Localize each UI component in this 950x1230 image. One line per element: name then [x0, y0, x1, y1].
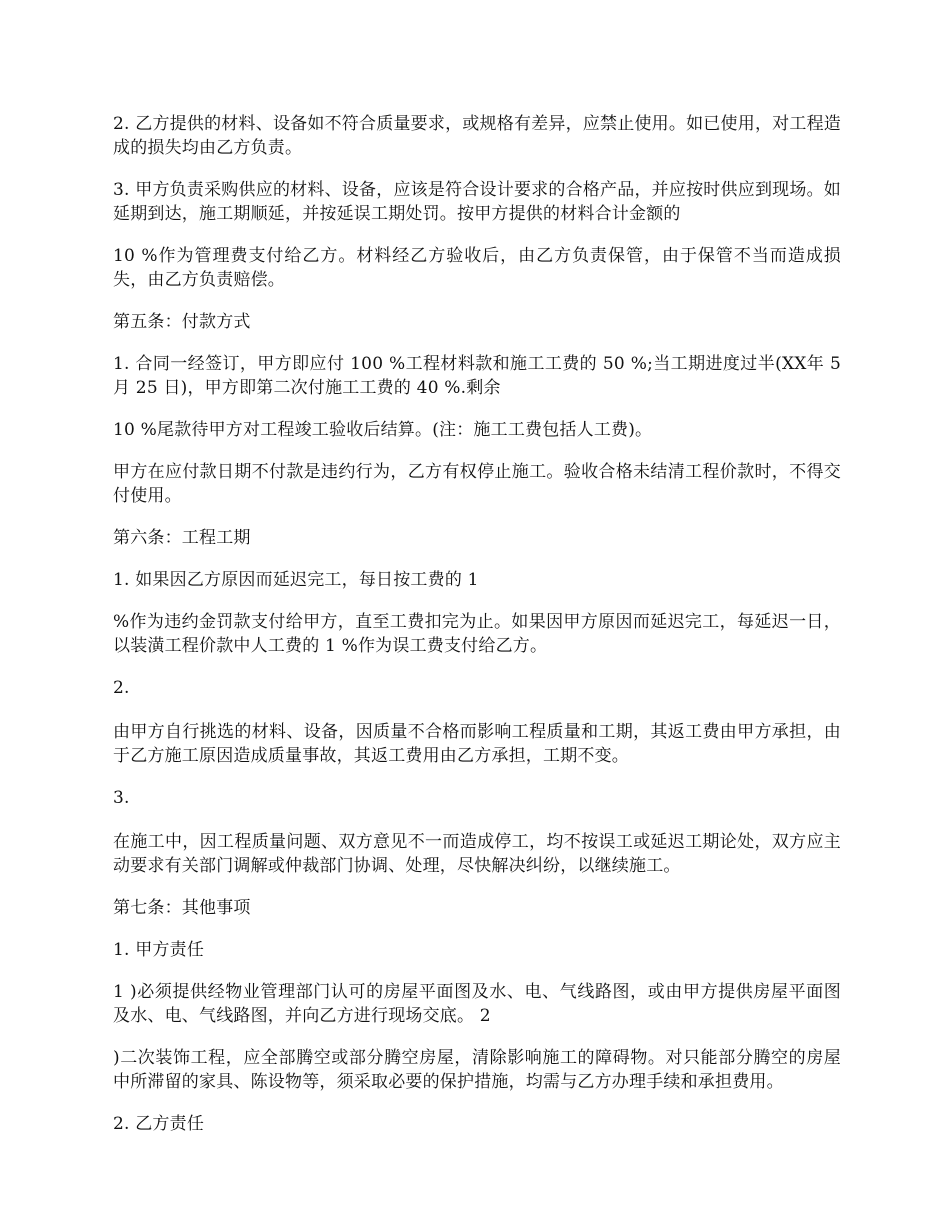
paragraph-payment-schedule: 1. 合同一经签订，甲方即应付 100 %工程材料款和施工工费的 50 %;当工期进度过半(XX年 5 月 25 日)，甲方即第二次付施工工费的 40 %.剩余 — [113, 354, 841, 398]
paragraph-number-3: 3. — [113, 788, 130, 808]
paragraph-management-fee: 10 %作为管理费支付给乙方。材料经乙方验收后，由乙方负责保管，由于保管不当而造成损失，由乙方负责赔偿。 — [113, 246, 841, 290]
paragraph-delay-penalty: %作为违约金罚款支付给甲方，直至工费扣完为止。如果因甲方原因而延迟完工，每延迟一日，以装潢工程价款中人工费的 1 %作为误工费支付给乙方。 — [113, 612, 841, 656]
paragraph-delay-penalty-start: 1. 如果因乙方原因而延迟完工，每日按工费的 1 — [113, 570, 479, 590]
section-heading-other: 第七条：其他事项 — [113, 898, 251, 918]
paragraph-late-payment: 甲方在应付款日期不付款是违约行为，乙方有权停止施工。验收合格未结清工程价款时，不得交付使用。 — [113, 462, 841, 506]
paragraph-party-a-heading: 1. 甲方责任 — [113, 940, 205, 960]
paragraph-number-2: 2. — [113, 678, 130, 698]
section-heading-payment: 第五条：付款方式 — [113, 312, 251, 332]
paragraph-rework-cost: 由甲方自行挑选的材料、设备，因质量不合格而影响工程质量和工期，其返工费由甲方承担，由于乙方施工原因造成质量事故，其返工费用由乙方承担，工期不变。 — [113, 722, 841, 766]
document-page — [113, 112, 841, 1154]
paragraph-floor-plan: 1 )必须提供经物业管理部门认可的房屋平面图及水、电、气线路图，或由甲方提供房屋平面图及水、电、气线路图，并向乙方进行现场交底。 2 — [113, 982, 841, 1026]
paragraph-clear-premises: )二次装饰工程，应全部腾空或部分腾空房屋，清除影响施工的障碍物。对只能部分腾空的房屋中所滞留的家具、陈设物等，须采取必要的保护措施，均需与乙方办理手续和承担费用。 — [113, 1048, 841, 1092]
paragraph-party-b-heading: 2. 乙方责任 — [113, 1114, 205, 1134]
paragraph-materials-quality: 2. 乙方提供的材料、设备如不符合质量要求，或规格有差异，应禁止使用。如已使用，对工程造成的损失均由乙方负责。 — [113, 114, 841, 158]
paragraph-final-payment: 10 %尾款待甲方对工程竣工验收后结算。(注：施工工费包括人工费)。 — [113, 420, 653, 440]
section-heading-schedule: 第六条：工程工期 — [113, 528, 251, 548]
paragraph-procurement: 3. 甲方负责采购供应的材料、设备，应该是符合设计要求的合格产品，并应按时供应到现场。如延期到达，施工期顺延，并按延误工期处罚。按甲方提供的材料合计金额的 — [113, 180, 841, 224]
paragraph-dispute: 在施工中，因工程质量问题、双方意见不一而造成停工，均不按误工或延迟工期论处，双方应主动要求有关部门调解或仲裁部门协调、处理，尽快解决纠纷，以继续施工。 — [113, 832, 841, 876]
